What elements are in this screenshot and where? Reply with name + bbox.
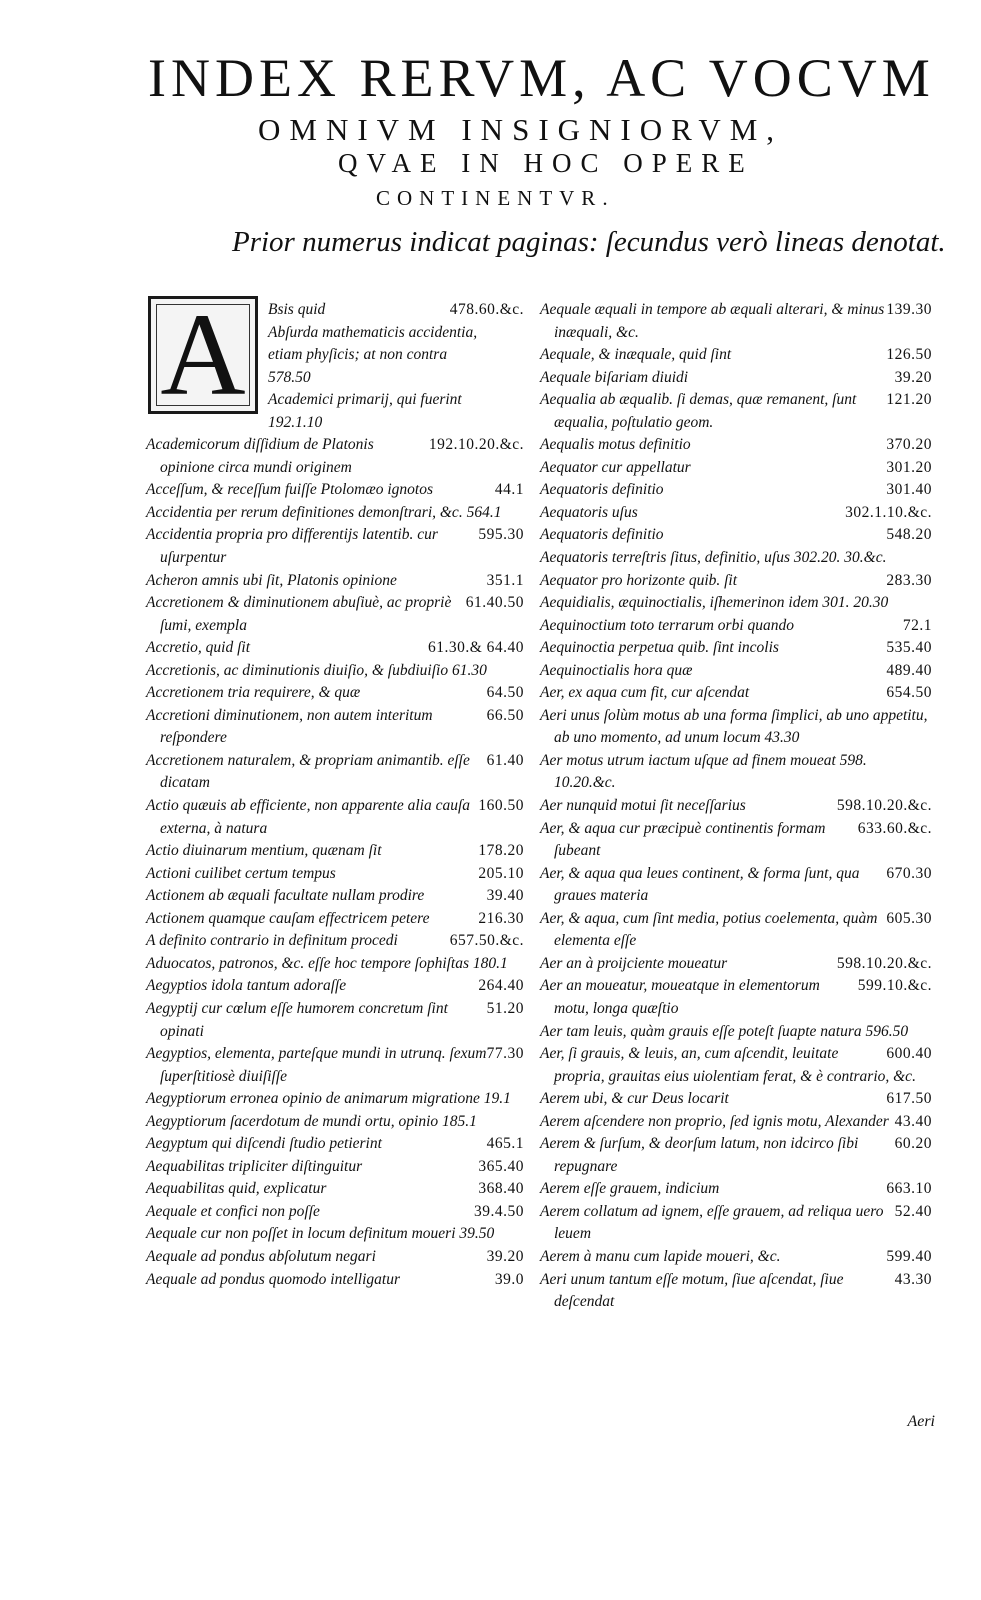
entry-text: Accretionis, ac diminutionis diuiſio, & ſubdiuiſio 61.30 <box>146 661 487 679</box>
entry-reference: 44.1 <box>494 481 524 499</box>
index-entry <box>268 412 524 435</box>
entry-reference: 139.30 <box>886 301 932 318</box>
entry-text: Aequatoris terreſtris ſitus, definitio, uſus 302.20. 30.&c. <box>540 549 887 567</box>
entry-reference: 595.30 <box>478 526 524 544</box>
entry-reference: 617.50 <box>886 1090 932 1108</box>
index-entry <box>540 975 932 1020</box>
entry-text: Aegyptiorum erronea opinio de animarum migratione 19.1 <box>146 1090 511 1108</box>
entry-reference: 489.40 <box>886 661 932 679</box>
entry-text: Aequale æquali in tempore ab æquali alterari, & minus inæquali, &c. <box>540 301 885 341</box>
entry-reference: 478.60.&c. <box>449 301 524 318</box>
entry-text: Aequale ad pondus quomodo intelligatur <box>146 1270 401 1288</box>
entry-reference: 121.20 <box>886 391 932 409</box>
entry-text: A definito contrario in definitum procedi <box>146 932 398 950</box>
entry-reference: 365.40 <box>478 1157 524 1175</box>
index-entry <box>540 434 932 457</box>
index-entry <box>146 1269 524 1292</box>
index-entry <box>268 322 524 345</box>
entry-reference: 51.20 <box>486 999 524 1017</box>
entry-reference: 370.20 <box>886 436 932 454</box>
index-entry <box>146 1156 524 1179</box>
title-line-1: INDEX RERVM, AC VOCVM <box>148 48 935 108</box>
index-entry <box>146 1201 524 1224</box>
entry-reference: 66.50 <box>486 706 524 724</box>
entry-text: Aegyptios, elementa, parteſque mundi in utrunq. ſexum ſuperſtitiosè diuiſiſſe <box>146 1045 487 1085</box>
index-entry <box>146 1111 524 1134</box>
entry-reference: 283.30 <box>886 571 932 589</box>
index-entry <box>146 863 524 886</box>
index-entry <box>146 705 524 750</box>
entry-reference: 61.30.& 64.40 <box>427 639 524 657</box>
index-entry <box>540 592 932 615</box>
index-entry <box>146 953 524 976</box>
entry-text: Aer motus utrum iactum uſque ad finem moueat 598. 10.20.&c. <box>540 751 867 792</box>
entry-reference: 160.50 <box>478 797 524 815</box>
index-entry <box>540 682 932 705</box>
entry-text: Aduocatos, patronos, &c. eſſe hoc tempore ſophiſtas 180.1 <box>146 954 508 972</box>
entry-reference: 599.10.&c. <box>857 977 932 995</box>
index-entry <box>540 795 932 818</box>
index-entry <box>268 389 524 412</box>
index-entry <box>540 660 932 683</box>
index-entry <box>540 479 932 502</box>
index-entry <box>146 795 524 840</box>
entry-text: 192.1.10 <box>268 413 323 431</box>
index-entry <box>540 1201 932 1246</box>
index-entry <box>146 975 524 998</box>
index-entry <box>540 1133 932 1178</box>
entry-text: Aequinoctia perpetua quib. ſint incolis <box>540 639 779 657</box>
entry-text: Aeri unum tantum eſſe motum, ſiue aſcendat, ſiue deſcendat <box>540 1270 844 1311</box>
entry-text: Aerem collatum ad ignem, eſſe grauem, ad reliqua uero leuem <box>540 1202 884 1243</box>
entry-reference: 126.50 <box>886 346 932 364</box>
entry-reference: 39.40 <box>486 887 524 905</box>
index-entry <box>540 953 932 976</box>
entry-text: Aequatoris definitio <box>540 526 664 544</box>
entry-reference: 598.10.20.&c. <box>836 797 932 815</box>
index-entry <box>540 1246 932 1269</box>
entry-text: Accretionem naturalem, & propriam animantib. eſſe dicatam <box>146 751 470 792</box>
index-entry <box>540 908 932 953</box>
index-entry <box>540 615 932 638</box>
entry-reference: 351.1 <box>486 571 524 589</box>
entry-reference: 535.40 <box>886 639 932 657</box>
entry-reference: 39.20 <box>894 368 932 386</box>
index-entry <box>540 457 932 480</box>
entry-text: Aerem aſcendere non proprio, ſed ignis motu, Alexander <box>540 1112 889 1130</box>
entry-reference: 61.40 <box>486 751 524 769</box>
entry-text: Accretioni diminutionem, non autem interitum reſpondere <box>146 706 433 747</box>
entry-text: Aequator cur appellatur <box>540 458 691 476</box>
index-entry <box>540 389 932 434</box>
entry-text: Actionem quamque cauſam effectricem petere <box>146 909 430 927</box>
index-entry <box>540 502 932 525</box>
index-entry <box>540 705 932 750</box>
index-entry <box>268 344 524 367</box>
index-entry <box>540 1269 932 1314</box>
entry-text: Aerem eſſe grauem, indicium <box>540 1180 720 1198</box>
index-entry <box>146 998 524 1043</box>
entry-text: Aegyptij cur cœlum eſſe humorem concretum ſint opinati <box>146 999 448 1040</box>
title-line-2: OMNIVM INSIGNIORVM, <box>258 112 784 147</box>
entry-text: Aegyptiorum ſacerdotum de mundi ortu, opinio 185.1 <box>146 1112 477 1130</box>
entry-text: Actio quæuis ab efficiente, non apparente alia cauſa externa, à natura <box>146 797 471 837</box>
catchword: Aeri <box>907 1413 935 1430</box>
entry-reference: 301.20 <box>886 458 932 476</box>
index-entry <box>146 1043 524 1088</box>
index-entry <box>146 660 524 683</box>
index-entry <box>146 840 524 863</box>
index-entry <box>146 1133 524 1156</box>
entry-text: Aequator pro horizonte quib. ſit <box>540 571 738 589</box>
entry-text: Aequinoctialis hora quæ <box>540 661 693 679</box>
index-entry <box>146 908 524 931</box>
index-entry <box>540 547 932 570</box>
entry-text: Aeri unus ſolùm motus ab una forma ſimplici, ab uno appetitu, ab uno momento, ad unum locum 43.30 <box>540 706 928 747</box>
entry-reference: 264.40 <box>478 977 524 995</box>
left-column <box>146 299 524 1291</box>
entry-reference: 77.30 <box>486 1045 524 1063</box>
entry-text: Aerem ubi, & cur Deus locarit <box>540 1090 729 1108</box>
entry-reference: 43.40 <box>894 1112 932 1130</box>
entry-text: Aer, & aqua cur præcipuè continentis formam ſubeant <box>540 819 826 860</box>
index-entry <box>540 750 932 795</box>
index-entry <box>540 818 932 863</box>
entry-text: Aequatoris uſus <box>540 503 638 521</box>
initial-letter: A <box>160 289 246 420</box>
entry-text: Aegyptum qui diſcendi ſtudio petierint <box>146 1135 382 1153</box>
index-entry <box>540 637 932 660</box>
entry-reference: 605.30 <box>886 909 932 927</box>
entry-reference: 548.20 <box>886 526 932 544</box>
entry-reference: 39.0 <box>494 1270 524 1288</box>
entry-reference: 192.10.20.&c. <box>428 436 524 454</box>
index-entry <box>540 1043 932 1088</box>
index-entry <box>540 863 932 908</box>
index-entry <box>540 1021 932 1044</box>
entry-reference: 43.30 <box>894 1270 932 1288</box>
index-entry <box>540 524 932 547</box>
index-entry <box>146 637 524 660</box>
index-entry <box>146 1088 524 1111</box>
entry-reference: 64.50 <box>486 684 524 702</box>
entry-reference: 465.1 <box>486 1135 524 1153</box>
title-line-3: QVAE IN HOC OPERE <box>338 148 754 178</box>
right-column <box>540 299 932 1314</box>
index-entry <box>146 592 524 637</box>
entry-text: Aer tam leuis, quàm grauis eſſe poteſt ſuapte natura 596.50 <box>540 1022 909 1040</box>
entry-text: 578.50 <box>268 368 311 386</box>
index-entry <box>540 344 932 367</box>
entry-reference: 663.10 <box>886 1180 932 1198</box>
entry-text: Aequatoris definitio <box>540 481 664 499</box>
entry-text: Accretionem tria requirere, & quæ <box>146 684 361 702</box>
entry-reference: 52.40 <box>894 1202 932 1220</box>
entry-text: Academici primarij, qui fuerint <box>268 391 462 409</box>
entry-text: Acceſſum, & receſſum fuiſſe Ptolomæo ignotos <box>146 481 433 499</box>
entry-reference: 39.20 <box>486 1247 524 1265</box>
entry-text: Aequale, & inæquale, quid ſint <box>540 346 732 364</box>
entry-text: Abſurda mathematicis accidentia, <box>268 323 478 341</box>
entry-text: Acheron amnis ubi ſit, Platonis opinione <box>146 571 397 589</box>
entry-reference: 216.30 <box>478 909 524 927</box>
entry-text: Accidentia per rerum definitiones demonſtrari, &c. 564.1 <box>146 503 502 521</box>
index-entry <box>268 299 524 322</box>
entry-reference: 670.30 <box>886 864 932 882</box>
index-entry <box>268 367 524 390</box>
entry-text: Aerem à manu cum lapide moueri, &c. <box>540 1247 781 1265</box>
entry-reference: 302.1.10.&c. <box>845 503 932 521</box>
entry-text: Aequidialis, æquinoctialis, iſhemerinon idem 301. 20.30 <box>540 594 889 612</box>
entry-text: Academicorum diſſidium de Platonis opinione circa mundi originem <box>146 436 374 476</box>
entry-reference: 654.50 <box>886 684 932 702</box>
subtitle: Prior numerus indicat paginas: ſecundus verò lineas denotat. <box>232 226 946 258</box>
entry-text: Aer, ſi grauis, & leuis, an, cum aſcendit, leuitate propria, grauitas eius uiolentiam ferat, & è contrario, &c. <box>540 1045 916 1085</box>
entry-text: Aer an moueatur, moueatque in elementorum motu, longa quæſtio <box>540 977 820 1017</box>
entry-text: Aequalia ab æqualib. ſi demas, quæ remanent, ſunt æqualia, poſtulatio geom. <box>540 391 857 431</box>
index-entry <box>540 299 932 344</box>
entry-reference: 657.50.&c. <box>449 932 524 950</box>
entry-text: Accretio, quid ſit <box>146 639 251 657</box>
entry-text: Aer, & aqua qua leues continent, & forma ſunt, qua graues materia <box>540 864 860 905</box>
entry-text: Accretionem & diminutionem abuſiuè, ac propriè ſumi, exempla <box>146 594 452 634</box>
entry-text: Aer, & aqua, cum ſint media, potius coelementa, quàm elementa eſſe <box>540 909 878 950</box>
entry-reference: 301.40 <box>886 481 932 499</box>
entry-reference: 72.1 <box>902 616 932 634</box>
entry-text: Accidentia propria pro differentijs latentib. cur uſurpentur <box>146 526 438 567</box>
entry-text: Actio diuinarum mentium, quænam ſit <box>146 842 382 860</box>
entry-reference: 600.40 <box>886 1045 932 1063</box>
entry-text: Aegyptios idola tantum adoraſſe <box>146 977 347 995</box>
entry-text: Aer nunquid motui ſit neceſſarius <box>540 797 746 815</box>
entry-reference: 60.20 <box>894 1135 932 1153</box>
entry-text: Aequale et confici non poſſe <box>146 1202 320 1220</box>
entry-text: Actionem ab æquali facultate nullam prodire <box>146 887 425 905</box>
index-entry <box>146 750 524 795</box>
entry-reference: 599.40 <box>886 1247 932 1265</box>
entry-text: Aer an à proijciente moueatur <box>540 954 728 972</box>
entry-reference: 633.60.&c. <box>857 819 932 837</box>
entry-reference: 61.40.50 <box>465 594 524 612</box>
entry-reference: 178.20 <box>478 842 524 860</box>
index-entry <box>146 1223 524 1246</box>
entry-text: Aequabilitas quid, explicatur <box>146 1180 327 1198</box>
entry-reference: 598.10.20.&c. <box>836 954 932 972</box>
index-entry <box>540 1178 932 1201</box>
entry-text: Aer, ex aqua cum fit, cur aſcendat <box>540 684 750 702</box>
entry-text: Aequale cur non poſſet in locum definitum moueri 39.50 <box>146 1225 495 1243</box>
entry-text: Bsis quid <box>268 301 326 318</box>
index-entry <box>146 930 524 953</box>
index-entry <box>146 682 524 705</box>
entry-reference: 205.10 <box>478 864 524 882</box>
index-entry <box>146 885 524 908</box>
index-entry <box>146 1246 524 1269</box>
entry-text: Aequinoctium toto terrarum orbi quando <box>540 616 795 634</box>
entry-text: Aequabilitas tripliciter diſtinguitur <box>146 1157 363 1175</box>
entry-text: Aequale biſariam diuidi <box>540 368 689 386</box>
title-line-4: CONTINENTVR. <box>376 186 615 210</box>
index-entry <box>146 502 524 525</box>
index-entry <box>146 1178 524 1201</box>
index-entry <box>146 479 524 502</box>
entry-reference: 39.4.50 <box>474 1202 524 1220</box>
entry-reference: 368.40 <box>478 1180 524 1198</box>
index-entry <box>540 1111 932 1134</box>
index-entry <box>146 524 524 569</box>
index-entry <box>146 434 524 479</box>
entry-text: Aequale ad pondus abſolutum negari <box>146 1247 376 1265</box>
entry-text: etiam phyſicis; at non contra <box>268 346 448 364</box>
index-entry <box>540 570 932 593</box>
entry-text: Actioni cuilibet certum tempus <box>146 864 336 882</box>
index-entry <box>146 570 524 593</box>
entry-text: Aequalis motus definitio <box>540 436 691 454</box>
entry-text: Aerem & ſurſum, & deorſum latum, non idcirco ſibi repugnare <box>540 1135 859 1175</box>
index-entry <box>540 367 932 390</box>
index-entry <box>540 1088 932 1111</box>
